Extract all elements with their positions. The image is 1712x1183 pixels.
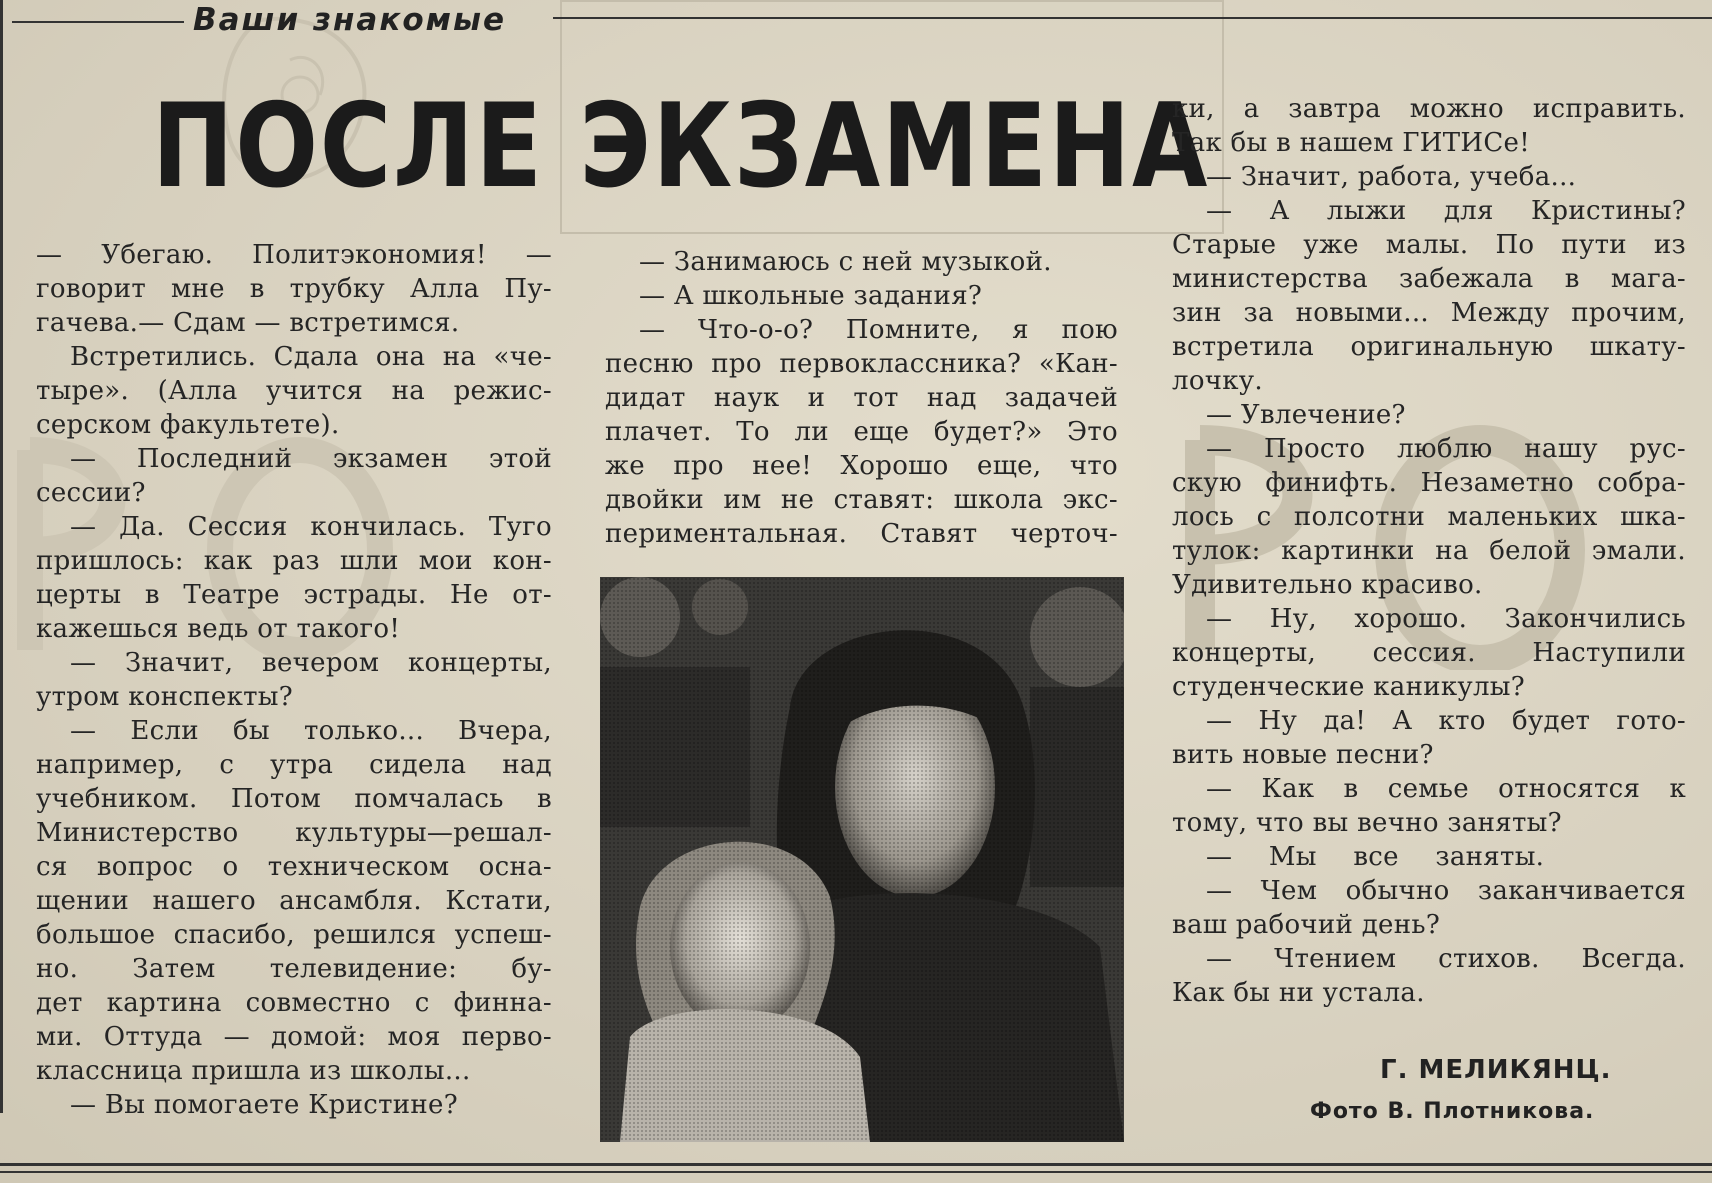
text-line: — Вы помогаете Кристине? <box>70 1090 458 1120</box>
text-line: сессии? <box>36 478 146 508</box>
text-line: — Просто люблю нашу рус- <box>1206 434 1686 464</box>
text-line: учебником. Потом помчалась в <box>36 784 552 814</box>
text-line: же про нее! Хорошо еще, что <box>605 451 1118 481</box>
article-column-2 <box>605 245 1118 551</box>
bottom-rule-thin <box>0 1171 1712 1173</box>
text-line: — Что-о-о? Помните, я пою <box>639 315 1118 345</box>
text-line: ся вопрос о техническом осна- <box>36 852 552 882</box>
text-line: скую финифть. Незаметно собра- <box>1172 468 1686 498</box>
author-signature: Г. МЕЛИКЯНЦ. <box>1380 1055 1612 1085</box>
text-line: Встретились. Сдала она на «че- <box>70 342 552 372</box>
text-line: тыре». (Алла учится на режис- <box>36 376 552 406</box>
article-photo <box>600 577 1124 1142</box>
text-line: — А школьные задания? <box>639 281 983 311</box>
text-line: песню про первоклассника? «Кан- <box>605 349 1118 379</box>
text-line: — Ну да! А кто будет гото- <box>1206 706 1686 736</box>
text-line: — Чтением стихов. Всегда. <box>1206 944 1686 974</box>
text-line: но. Затем телевидение: бу- <box>36 954 552 984</box>
text-line: классница пришла из школы... <box>36 1056 471 1086</box>
text-line: — Мы все заняты. <box>1206 842 1545 872</box>
text-line: дет картина совместно с финна- <box>36 988 552 1018</box>
article-headline: ПОСЛЕ ЭКЗАМЕНА <box>152 79 1210 214</box>
text-line: министерства забежала в мага- <box>1172 264 1686 294</box>
text-line: — А лыжи для Кристины? <box>1206 196 1686 226</box>
text-line: говорит мне в трубку Алла Пу- <box>36 274 552 304</box>
text-line: — Последний экзамен этой <box>70 444 552 474</box>
rubric-rule-left <box>12 21 184 23</box>
text-line: серском факультете). <box>36 410 340 440</box>
rubric-title: Ваши знакомые <box>193 2 507 38</box>
rubric-rule-right <box>553 17 1712 19</box>
text-line: ваш рабочий день? <box>1172 910 1441 940</box>
text-line: дидат наук и тот над задачей <box>605 383 1118 413</box>
text-line: утром конспекты? <box>36 682 294 712</box>
text-line: пришлось: как раз шли мои кон- <box>36 546 552 576</box>
text-line: большое спасибо, решился успеш- <box>36 920 552 950</box>
text-line: периментальная. Ставят черточ- <box>605 519 1118 549</box>
bottom-rule <box>0 1163 1712 1166</box>
article-column-1 <box>36 238 552 1122</box>
text-line: лочку. <box>1172 366 1263 396</box>
text-line: — Да. Сессия кончилась. Туго <box>70 512 552 542</box>
text-line: тулок: картинки на белой эмали. <box>1172 536 1686 566</box>
text-line: — Занимаюсь с ней музыкой. <box>639 247 1052 277</box>
left-border-rule <box>0 0 3 1113</box>
text-line: Удивительно красиво. <box>1172 570 1483 600</box>
text-line: встретила оригинальную шкату- <box>1172 332 1686 362</box>
text-line: — Убегаю. Политэкономия! — <box>36 240 552 270</box>
text-line: зин за новыми... Между прочим, <box>1172 298 1686 328</box>
text-line: церты в Театре эстрады. Не от- <box>36 580 552 610</box>
text-line: — Чем обычно заканчивается <box>1206 876 1686 906</box>
text-line: гачева.— Сдам — встретимся. <box>36 308 460 338</box>
text-line: Так бы в нашем ГИТИСе! <box>1172 128 1530 158</box>
text-line: например, с утра сидела над <box>36 750 552 780</box>
text-line: тому, что вы вечно заняты? <box>1172 808 1562 838</box>
text-line: Министерство культуры—решал- <box>36 818 552 848</box>
text-line: ми. Оттуда — домой: моя перво- <box>36 1022 552 1052</box>
text-line: — Значит, работа, учеба... <box>1206 162 1577 192</box>
text-line: — Ну, хорошо. Закончились <box>1206 604 1686 634</box>
text-line: кажешься ведь от такого! <box>36 614 401 644</box>
text-line: студенческие каникулы? <box>1172 672 1526 702</box>
text-line: — Значит, вечером концерты, <box>70 648 552 678</box>
text-line: — Если бы только... Вчера, <box>70 716 552 746</box>
text-line: вить новые песни? <box>1172 740 1434 770</box>
text-line: плачет. То ли еще будет?» Это <box>605 417 1118 447</box>
photo-illustration <box>600 577 1124 1142</box>
text-line: Старые уже малы. По пути из <box>1172 230 1686 260</box>
article-column-3 <box>1172 92 1686 1010</box>
text-line: — Как в семье относятся к <box>1206 774 1686 804</box>
text-line: концерты, сессия. Наступили <box>1172 638 1686 668</box>
text-line: — Увлечение? <box>1206 400 1406 430</box>
text-line: Как бы ни устала. <box>1172 978 1425 1008</box>
text-line: лось с полсотни маленьких шка- <box>1172 502 1686 532</box>
text-line: двойки им не ставят: школа экс- <box>605 485 1118 515</box>
text-line: щении нашего ансамбля. Кстати, <box>36 886 552 916</box>
text-line: ки, а завтра можно исправить. <box>1172 94 1686 124</box>
photo-credit: Фото В. Плотникова. <box>1310 1099 1595 1124</box>
